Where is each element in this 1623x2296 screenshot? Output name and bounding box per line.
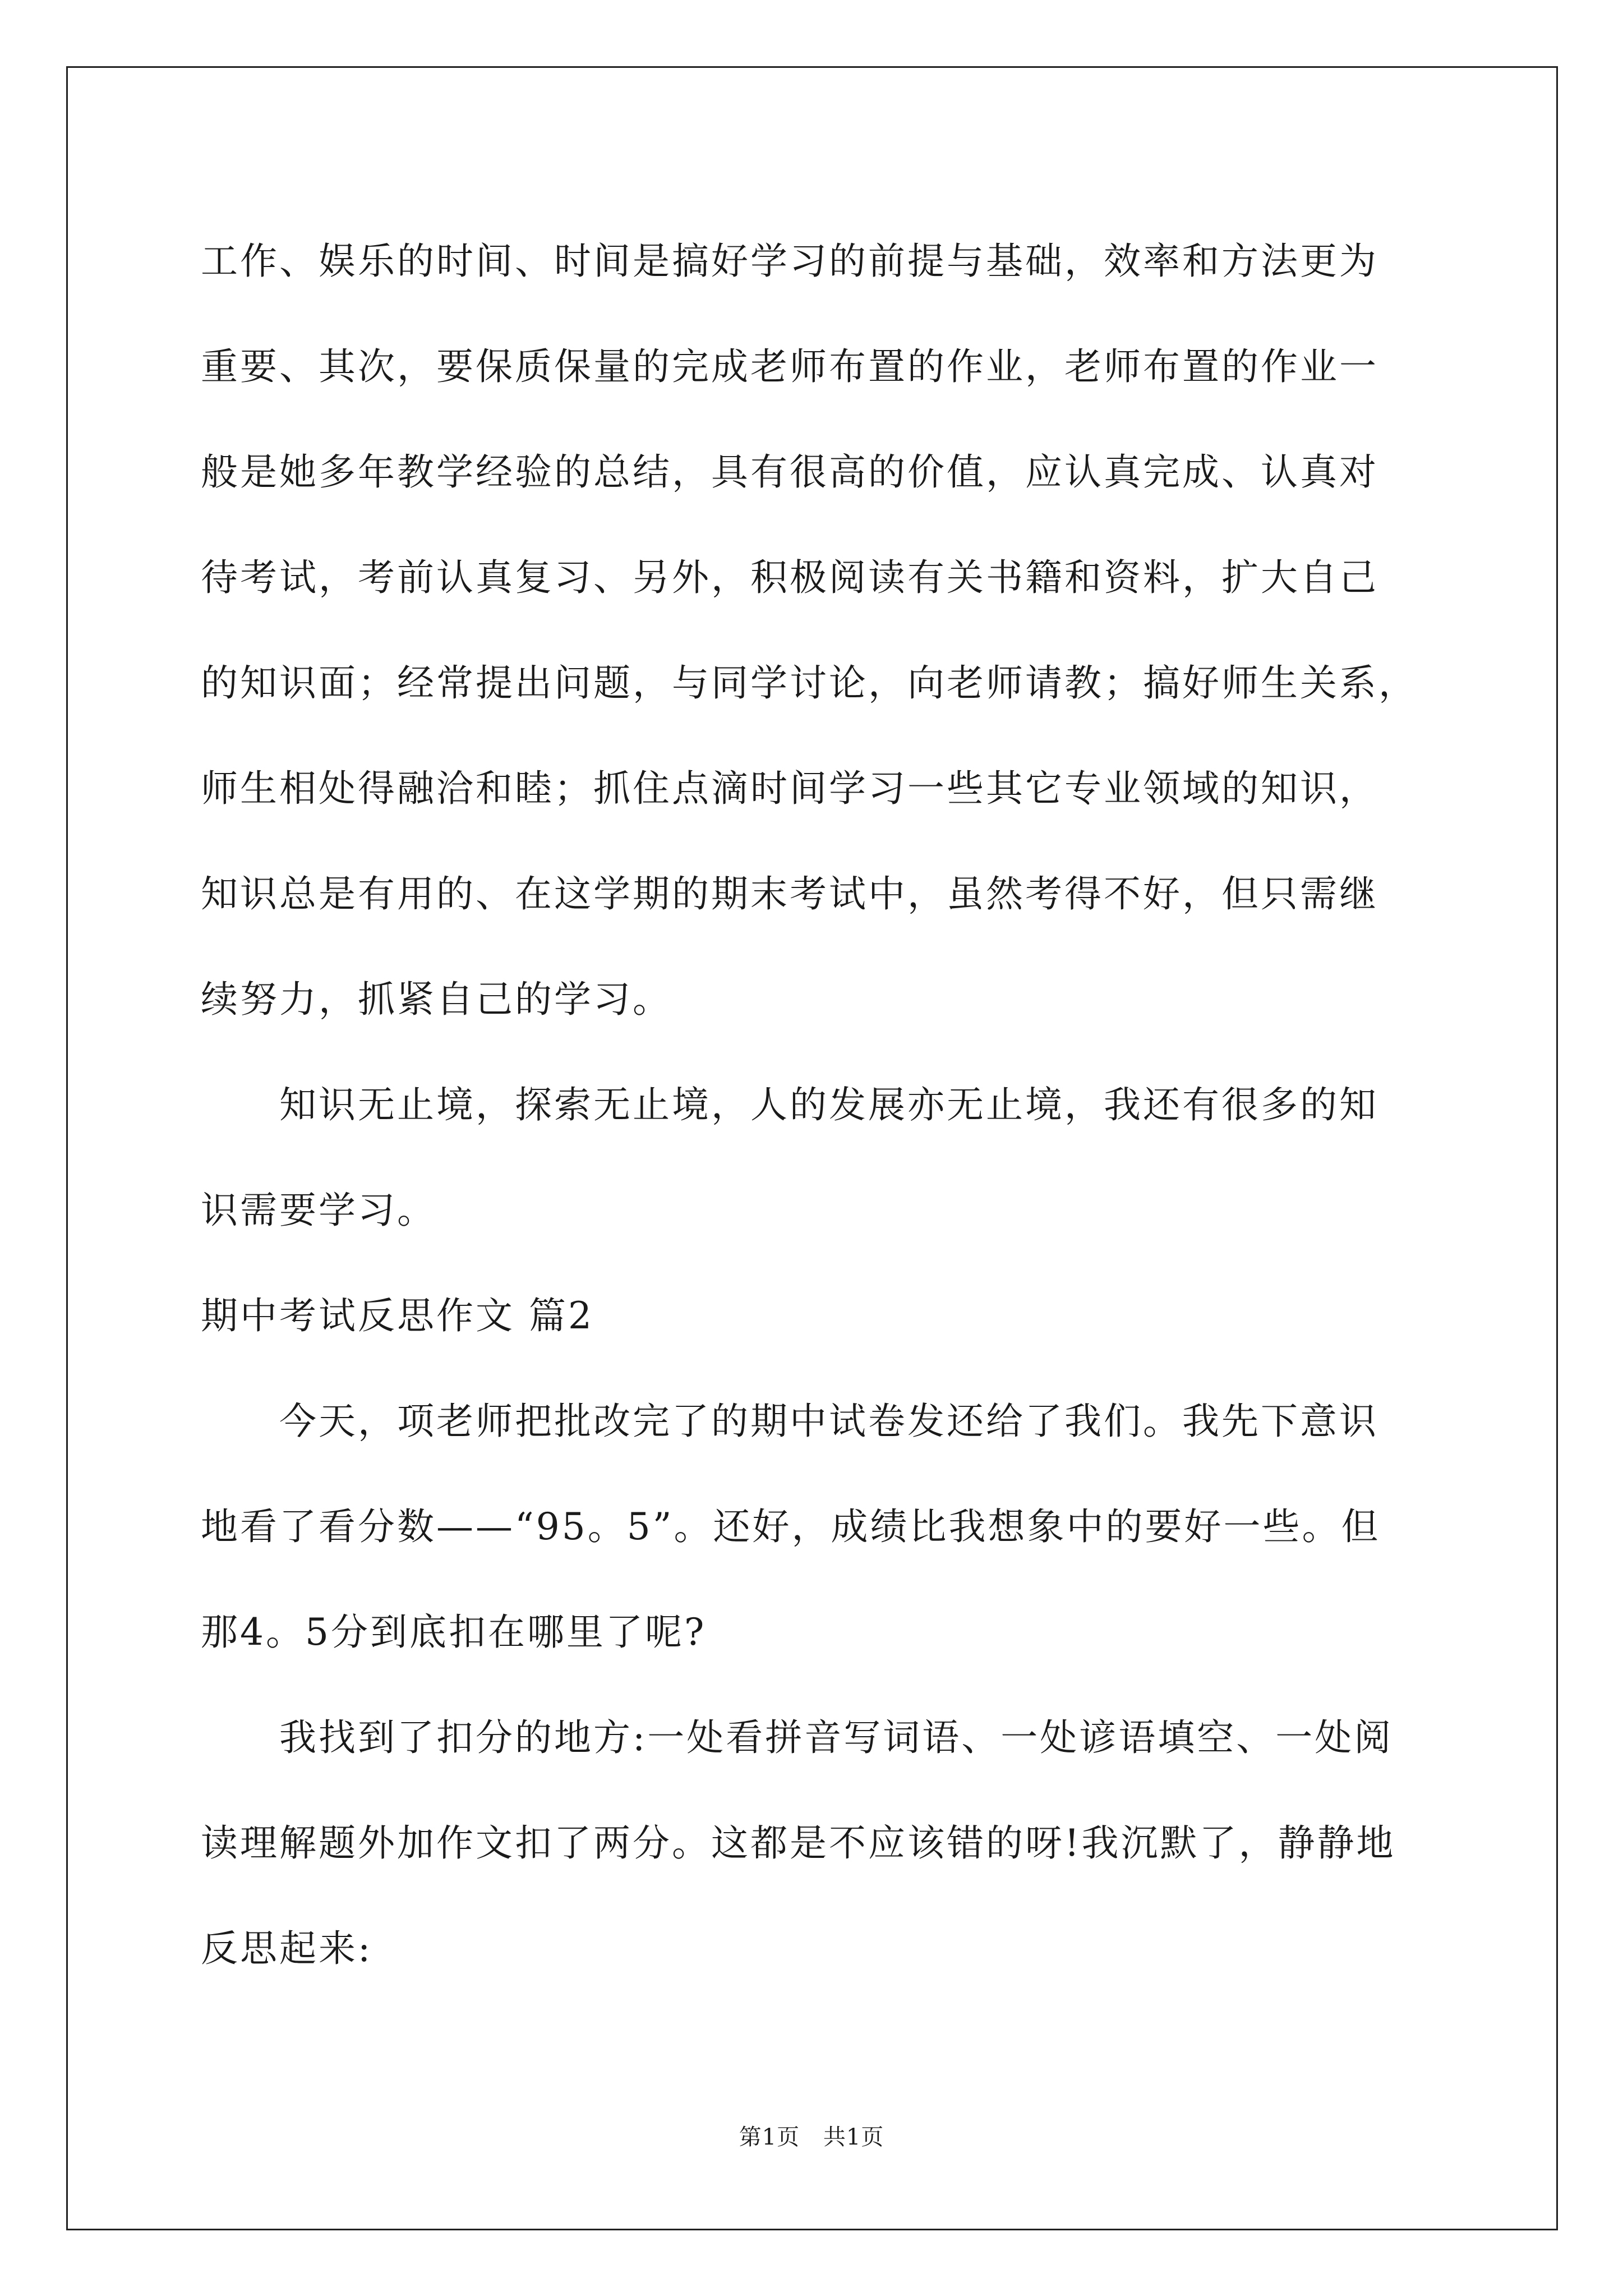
page-total: 共1页 xyxy=(823,2124,884,2150)
text-line: 续努力，抓紧自己的学习。 xyxy=(201,978,672,1021)
text-line: 识需要学习。 xyxy=(201,1189,436,1232)
document-body xyxy=(201,209,1457,2001)
page-number: 第1页 xyxy=(739,2124,800,2150)
text-line: 地看了看分数——“95。5”。还好，成绩比我想象中的要好一些。但 xyxy=(201,1505,1381,1548)
text-line: 那4。5分到底扣在哪里了呢? xyxy=(201,1611,707,1654)
text-line: 我找到了扣分的地方:一处看拼音写词语、一处谚语填空、一处阅 xyxy=(279,1716,1394,1759)
text-line: 反思起来: xyxy=(201,1927,373,1970)
text-line: 师生相处得融洽和睦；抓住点滴时间学习一些其它专业领域的知识， xyxy=(201,767,1378,810)
text-line: 的知识面；经常提出问题，与同学讨论，向老师请教；搞好师生关系， xyxy=(201,661,1418,705)
page-footer xyxy=(0,2119,1623,2151)
text-line: 今天，项老师把批改完了的期中试卷发还给了我们。我先下意识 xyxy=(279,1400,1378,1443)
text-line: 待考试，考前认真复习、另外，积极阅读有关书籍和资料，扩大自己 xyxy=(201,556,1378,599)
text-line: 知识无止境，探索无止境，人的发展亦无止境，我还有很多的知 xyxy=(279,1083,1378,1126)
text-line: 重要、其次，要保质保量的完成老师布置的作业，老师布置的作业一 xyxy=(201,345,1378,388)
text-line: 读理解题外加作文扣了两分。这都是不应该错的呀!我沉默了，静静地 xyxy=(201,1821,1396,1865)
section-heading: 期中考试反思作文 篇2 xyxy=(201,1294,594,1337)
text-line: 工作、娱乐的时间、时间是搞好学习的前提与基础，效率和方法更为 xyxy=(201,240,1378,283)
text-line: 般是她多年教学经验的总结，具有很高的价值，应认真完成、认真对 xyxy=(201,450,1378,494)
text-line: 知识总是有用的、在这学期的期末考试中，虽然考得不好，但只需继 xyxy=(201,872,1378,915)
